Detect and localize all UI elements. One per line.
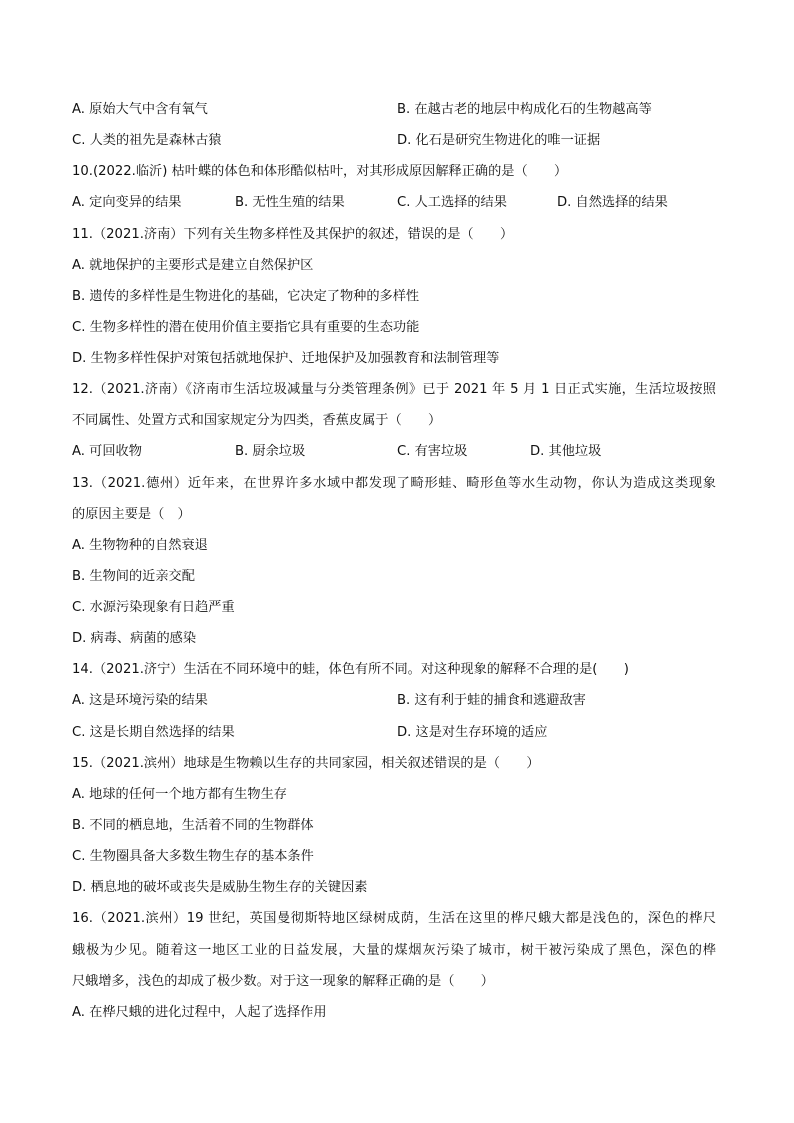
q12-option-a: A. 可回收物	[72, 444, 142, 459]
q13-option-d: D. 病毒、病菌的感染	[72, 631, 197, 646]
q13-option-b: B. 生物间的近亲交配	[72, 569, 195, 584]
q14-option-b: B. 这有利于蛙的捕食和逃避敌害	[397, 693, 586, 708]
q9-option-c: C. 人类的祖先是森林古猿	[72, 133, 222, 148]
q16-option-a: A. 在桦尺蛾的进化过程中，人起了选择作用	[72, 1005, 327, 1020]
q10-stem: 10.(2022.临沂) 枯叶蝶的体色和体形酷似枯叶，对其形成原因解释正确的是（ ）	[72, 164, 568, 179]
q12-option-d: D. 其他垃圾	[530, 444, 602, 459]
q15-option-b: B. 不同的栖息地，生活着不同的生物群体	[72, 818, 314, 833]
q10-option-d: D. 自然选择的结果	[557, 195, 668, 210]
q15-option-c: C. 生物圈具备大多数生物生存的基本条件	[72, 849, 314, 864]
q11-option-b: B. 遗传的多样性是生物进化的基础，它决定了物种的多样性	[72, 289, 420, 304]
q16-stem-line2: 蛾极为少见。随着这一地区工业的日益发展，大量的煤烟灰污染了城市，树干被污染成了黑色，深色的桦	[72, 943, 716, 958]
q12-option-b: B. 厨余垃圾	[235, 444, 306, 459]
q11-option-d: D. 生物多样性保护对策包括就地保护、迁地保护及加强教育和法制管理等	[72, 351, 500, 366]
q12-stem-line1: 12.（2021.济南）《济南市生活垃圾减量与分类管理条例》已于 2021 年 5 月 1 日正式实施，生活垃圾按照	[72, 382, 716, 397]
q15-option-d: D. 栖息地的破坏或丧失是威胁生物生存的关键因素	[72, 880, 368, 895]
q15-stem: 15.（2021.滨州）地球是生物赖以生存的共同家园，相关叙述错误的是（ ）	[72, 756, 540, 771]
q13-stem-line2: 的原因主要是（ ）	[72, 507, 191, 522]
q9-option-b: B. 在越古老的地层中构成化石的生物越高等	[397, 102, 652, 117]
q9-option-a: A. 原始大气中含有氧气	[72, 102, 208, 117]
q13-option-c: C. 水源污染现象有日趋严重	[72, 600, 235, 615]
q16-stem-line1: 16.（2021.滨州）19 世纪，英国曼彻斯特地区绿树成荫，生活在这里的桦尺蛾大都是浅色的，深色的桦尺	[72, 911, 716, 926]
q15-option-a: A. 地球的任何一个地方都有生物生存	[72, 787, 287, 802]
q16-stem-line3: 尺蛾增多，浅色的却成了极少数。对于这一现象的解释正确的是（ ）	[72, 974, 494, 989]
q11-stem: 11.（2021.济南）下列有关生物多样性及其保护的叙述，错误的是（ ）	[72, 227, 514, 242]
q14-option-d: D. 这是对生存环境的适应	[397, 725, 548, 740]
q14-option-c: C. 这是长期自然选择的结果	[72, 725, 235, 740]
q14-stem: 14.（2021.济宁）生活在不同环境中的蛙，体色有所不同。对这种现象的解释不合理的是( )	[72, 662, 629, 677]
q10-option-a: A. 定向变异的结果	[72, 195, 182, 210]
q13-option-a: A. 生物物种的自然衰退	[72, 538, 208, 553]
q10-option-b: B. 无性生殖的结果	[235, 195, 345, 210]
q10-option-c: C. 人工选择的结果	[397, 195, 507, 210]
q11-option-c: C. 生物多样性的潜在使用价值主要指它具有重要的生态功能	[72, 320, 420, 335]
q12-stem-line2: 不同属性、处置方式和国家规定分为四类，香蕉皮属于（ ）	[72, 413, 442, 428]
q13-stem-line1: 13.（2021.德州）近年来，在世界许多水域中都发现了畸形蛙、畸形鱼等水生动物，你认为造成这类现象	[72, 476, 716, 491]
q14-option-a: A. 这是环境污染的结果	[72, 693, 208, 708]
q12-option-c: C. 有害垃圾	[397, 444, 468, 459]
q9-option-d: D. 化石是研究生物进化的唯一证据	[397, 133, 601, 148]
q11-option-a: A. 就地保护的主要形式是建立自然保护区	[72, 258, 314, 273]
